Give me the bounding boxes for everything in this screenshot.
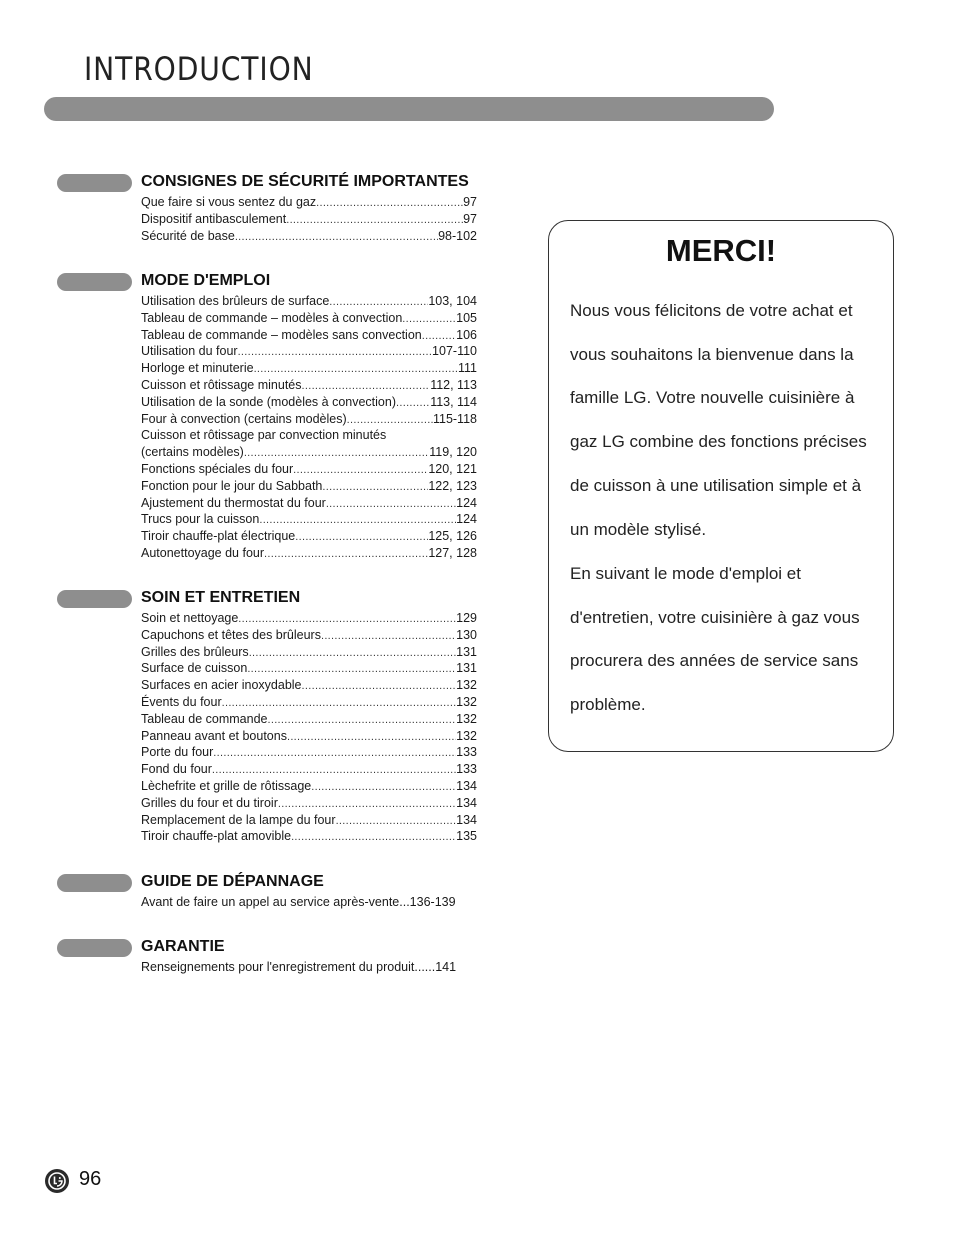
toc-entry: Renseignements pour l'enregistrement du produit......141 — [141, 960, 457, 974]
section-marker — [57, 874, 132, 892]
toc-entry: Grilles du four et du tiroir ..... 134 — [141, 795, 477, 812]
toc-entry: Cuisson et rôtissage par convection minutés — [141, 428, 387, 443]
toc-entry: Fonction pour le jour du Sabbath ..... 122, 123 — [141, 478, 477, 495]
toc-entry: Porte du four ..... 133 — [141, 744, 477, 761]
toc-entry: Remplacement de la lampe du four ..... 134 — [141, 812, 477, 829]
toc-entry: Soin et nettoyage ..... 129 — [141, 610, 477, 627]
section-heading: MODE D'EMPLOI — [141, 272, 271, 289]
page-title: INTRODUCTION — [84, 50, 314, 88]
section-marker — [57, 273, 132, 291]
toc-entry: Tiroir chauffe-plat électrique ..... 125, 126 — [141, 528, 477, 545]
section-marker — [57, 939, 132, 957]
toc-entry: Panneau avant et boutons ..... 132 — [141, 728, 477, 745]
toc-entry: Horloge et minuterie ..... 111 — [141, 360, 477, 377]
merci-box — [548, 220, 894, 752]
toc-entry: Tiroir chauffe-plat amovible ..... 135 — [141, 828, 477, 845]
merci-paragraph-2: En suivant le mode d'emploi et d'entretien, votre cuisinière à gaz vous procurera des années de service sans problème. — [570, 564, 860, 715]
toc-entry: Grilles des brûleurs ..... 131 — [141, 644, 477, 661]
section-heading: SOIN ET ENTRETIEN — [141, 589, 301, 606]
toc-list — [141, 194, 477, 244]
toc-entry: Fond du four ..... 133 — [141, 761, 477, 778]
toc-entry: Sécurité de base ..... 98-102 — [141, 228, 477, 245]
toc-entry: Ajustement du thermostat du four ..... 124 — [141, 495, 477, 512]
toc-list — [141, 610, 477, 845]
toc-entry: Tableau de commande – modèles sans convection ..... 106 — [141, 327, 477, 344]
toc-list — [141, 959, 477, 976]
toc-entry: Que faire si vous sentez du gaz ..... 97 — [141, 194, 477, 211]
toc-list — [141, 293, 477, 562]
toc-entry: Tableau de commande – modèles à convection ..... 105 — [141, 310, 477, 327]
toc-entry: (certains modèles) ..... 119, 120 — [141, 444, 477, 461]
section-marker — [57, 590, 132, 608]
toc-entry: Évents du four ..... 132 — [141, 694, 477, 711]
toc-entry: Avant de faire un appel au service après-vente...136-139 — [141, 895, 456, 909]
title-bar — [44, 97, 774, 121]
toc-list — [141, 894, 477, 911]
merci-title: MERCI! — [665, 233, 777, 268]
section-marker — [57, 174, 132, 192]
toc-entry: Tableau de commande ..... 132 — [141, 711, 477, 728]
toc-entry: Capuchons et têtes des brûleurs ..... 130 — [141, 627, 477, 644]
toc-entry: Utilisation de la sonde (modèles à convection) ..... 113, 114 — [141, 394, 477, 411]
toc-entry: Lèchefrite et grille de rôtissage ..... 134 — [141, 778, 477, 795]
toc-entry: Surfaces en acier inoxydable ..... 132 — [141, 677, 477, 694]
toc-entry: Autonettoyage du four ..... 127, 128 — [141, 545, 477, 562]
lg-logo-icon — [45, 1169, 69, 1193]
toc-entry: Utilisation du four ..... 107-110 — [141, 343, 477, 360]
toc-entry: Trucs pour la cuisson ..... 124 — [141, 511, 477, 528]
toc-entry: Cuisson et rôtissage minutés ..... 112, 113 — [141, 377, 477, 394]
section-heading: GUIDE DE DÉPANNAGE — [141, 873, 324, 890]
merci-paragraph-1: Nous vous félicitons de votre achat et vous souhaitons la bienvenue dans la famille LG. Votre nouvelle cuisinière à gaz LG combine des fonctions précises de cuisson à une utilisation simple et à un modèle stylisé. — [570, 301, 867, 539]
toc-entry: Surface de cuisson ..... 131 — [141, 660, 477, 677]
page-number: 96 — [79, 1168, 102, 1190]
section-heading: CONSIGNES DE SÉCURITÉ IMPORTANTES — [141, 173, 469, 190]
section-heading: GARANTIE — [141, 938, 225, 955]
toc-entry: Utilisation des brûleurs de surface ..... 103, 104 — [141, 293, 477, 310]
toc-entry: Fonctions spéciales du four ..... 120, 121 — [141, 461, 477, 478]
toc-entry: Four à convection (certains modèles) ..... 115-118 — [141, 411, 477, 428]
toc-entry: Dispositif antibasculement ..... 97 — [141, 211, 477, 228]
